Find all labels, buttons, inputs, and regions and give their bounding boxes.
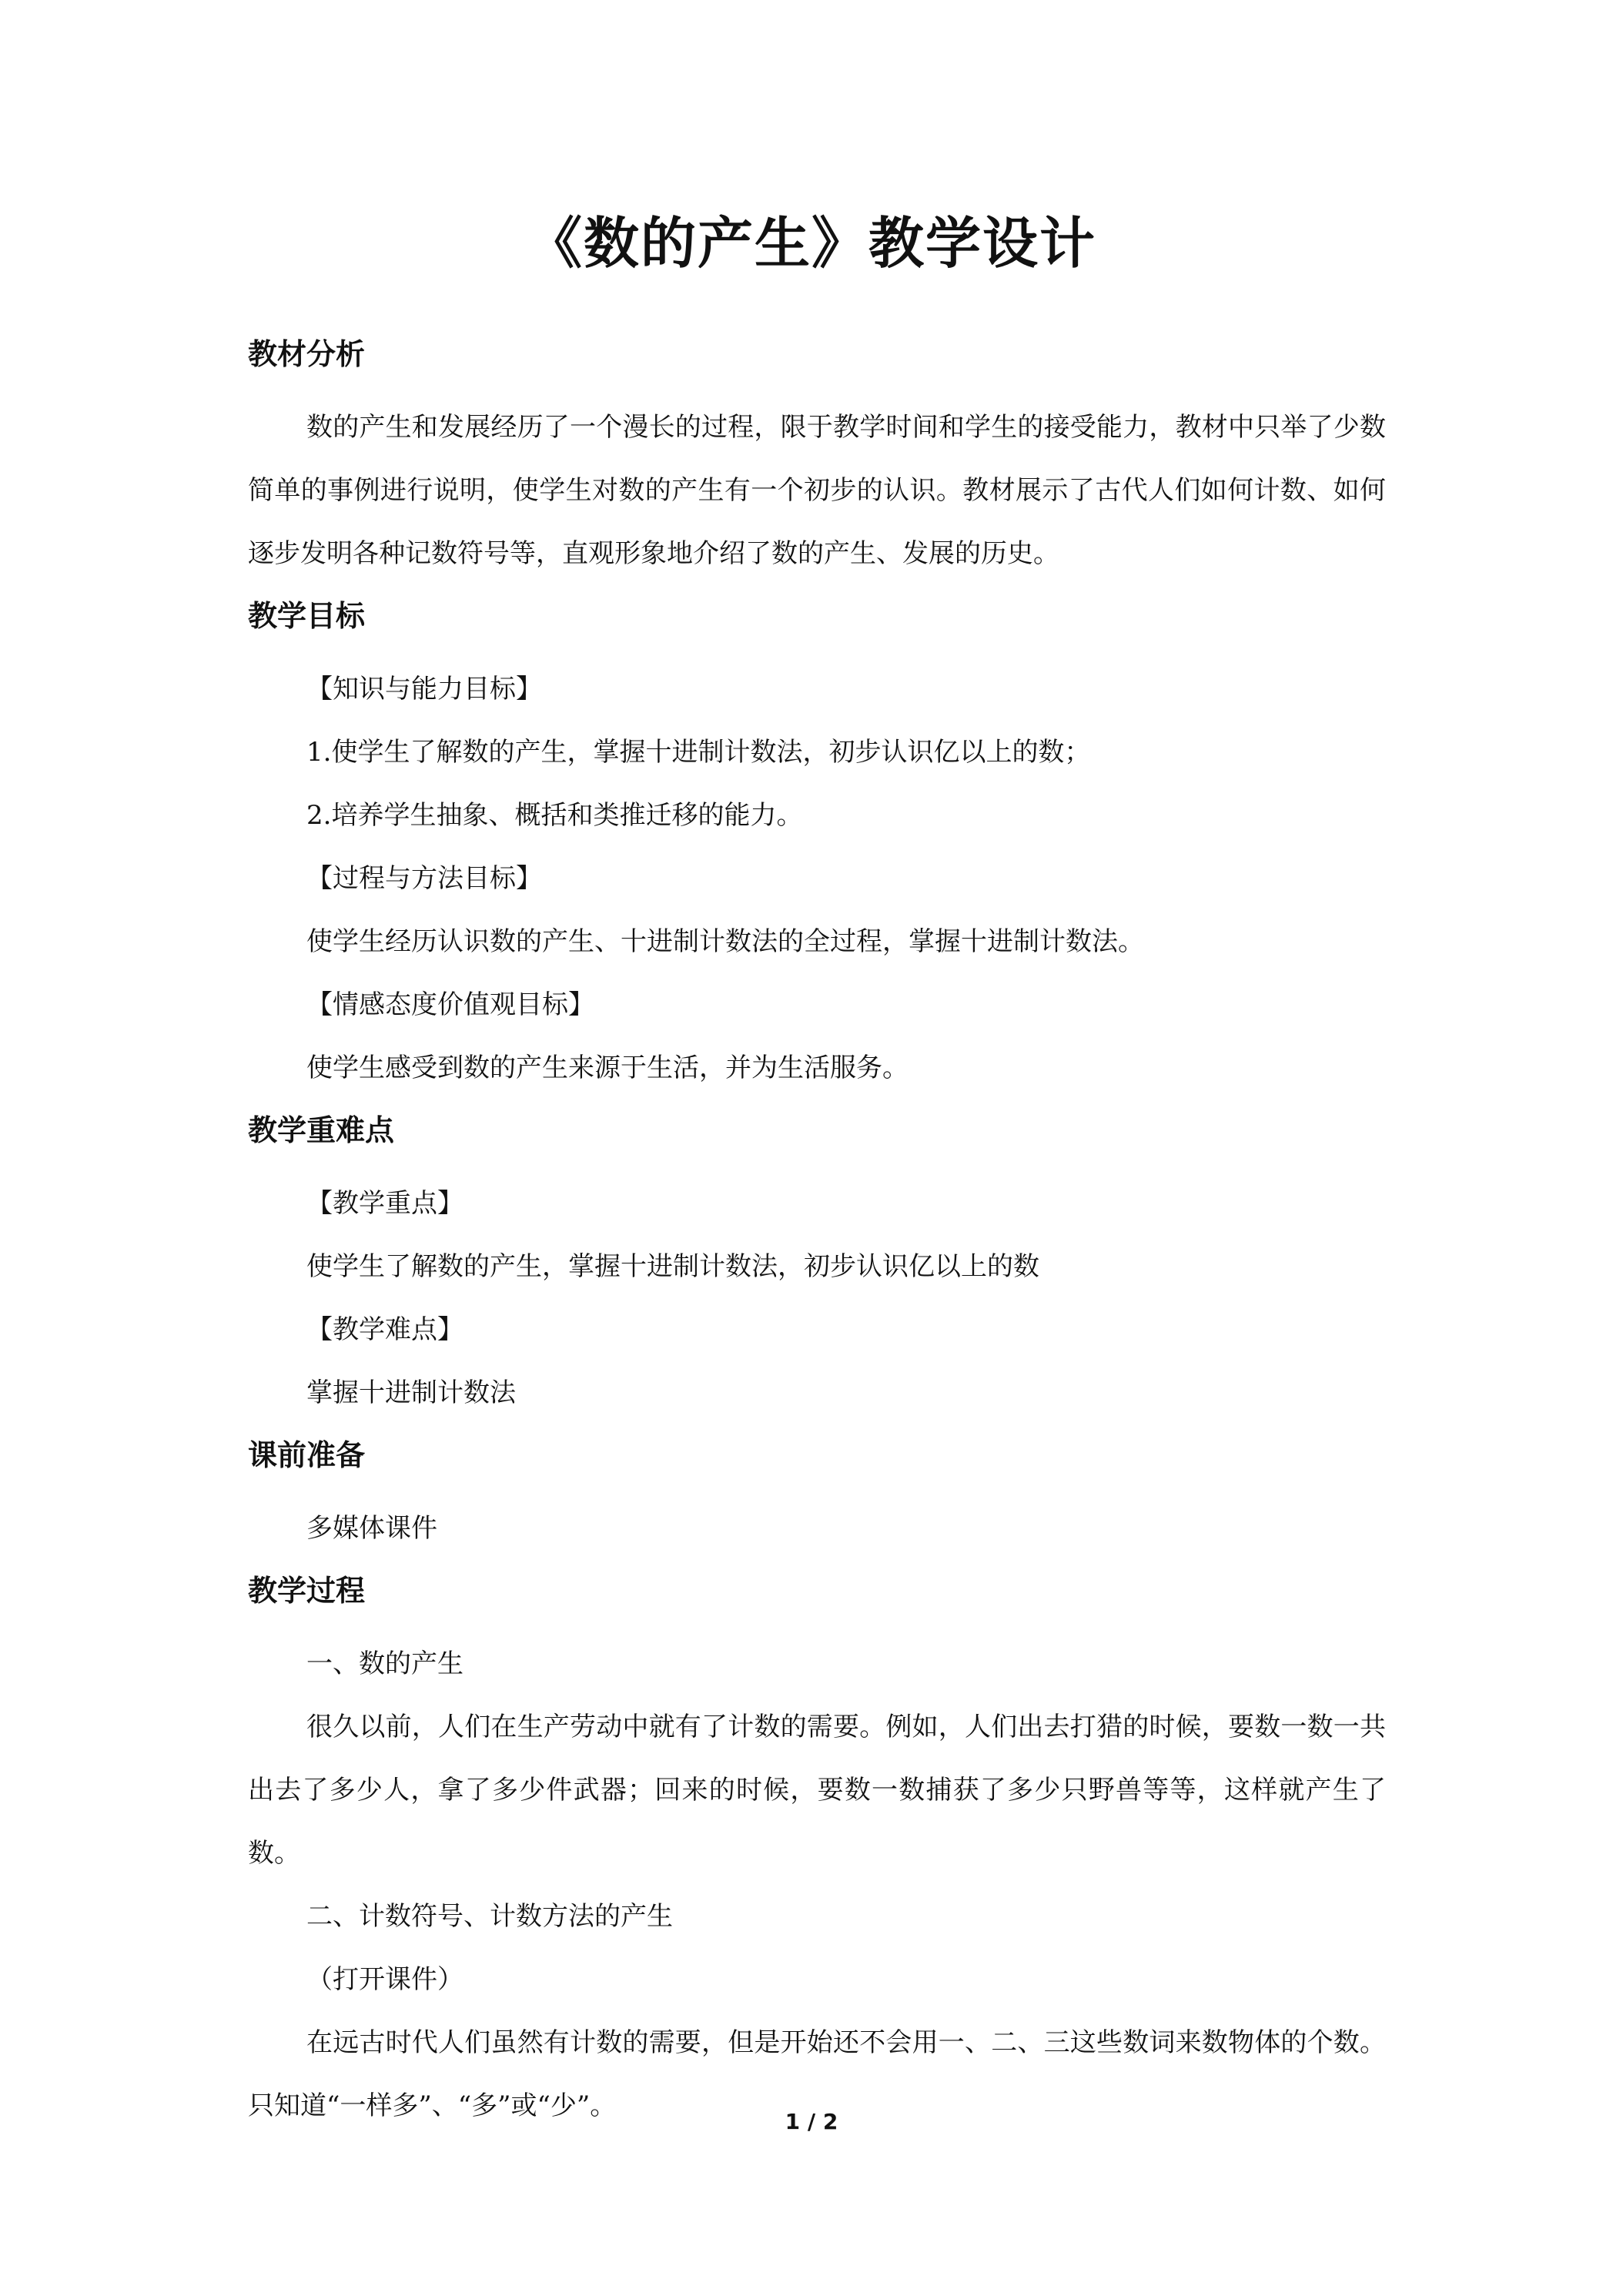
section-heading: 教材分析 [248, 337, 366, 371]
section-material-analysis [248, 333, 1386, 585]
paragraph: 使学生经历认识数的产生、十进制计数法的全过程，掌握十进制计数法。 [306, 926, 1144, 957]
section-teaching-process [248, 1569, 1386, 2137]
section-heading: 课前准备 [248, 1438, 366, 1472]
section-heading: 教学目标 [248, 599, 366, 633]
section-key-points [248, 1109, 1386, 1424]
paragraph: 数的产生和发展经历了一个漫长的过程，限于教学时间和学生的接受能力，教材中只举了少数简单的事例进行说明，使学生对数的产生有一个初步的认识。教材展示了古代人们如何计数、如何逐步发明各种记数符号等，直观形象地介绍了数的产生、发展的历史。 [248, 412, 1386, 569]
subheading-part-one: 一、数的产生 [306, 1648, 463, 1679]
subheading-teaching-difficulty: 【教学难点】 [306, 1314, 463, 1345]
subheading-knowledge-goals: 【知识与能力目标】 [306, 674, 542, 705]
paragraph: 在远古时代人们虽然有计数的需要，但是开始还不会用一、二、三这些数词来数物体的个数。只知道“一样多”、“多”或“少”。 [248, 2027, 1386, 2121]
subheading-teaching-focus: 【教学重点】 [306, 1188, 463, 1219]
paragraph: 多媒体课件 [306, 1513, 437, 1544]
list-item: 2.培养学生抽象、概括和类推迁移的能力。 [306, 800, 803, 831]
section-heading: 教学过程 [248, 1574, 366, 1608]
subheading-process-goals: 【过程与方法目标】 [306, 863, 542, 894]
subheading-part-two: 二、计数符号、计数方法的产生 [306, 1901, 673, 1932]
page-number: 1 / 2 [785, 2109, 838, 2134]
section-teaching-goals [248, 594, 1386, 1099]
paragraph: 掌握十进制计数法 [306, 1377, 516, 1408]
paragraph: 很久以前，人们在生产劳动中就有了计数的需要。例如，人们出去打猎的时候，要数一数一共出去了多少人，拿了多少件武器；回来的时候，要数一数捕获了多少只野兽等等，这样就产生了数。 [248, 1712, 1386, 1869]
paragraph: 使学生了解数的产生，掌握十进制计数法，初步认识亿以上的数 [306, 1251, 1039, 1282]
list-item: 1.使学生了解数的产生，掌握十进制计数法，初步认识亿以上的数； [306, 737, 1091, 768]
document-body [248, 333, 1386, 2147]
section-preparation [248, 1434, 1386, 1560]
section-heading: 教学重难点 [248, 1113, 395, 1147]
paragraph: 使学生感受到数的产生来源于生活，并为生活服务。 [306, 1053, 909, 1083]
document-title: 《数的产生》教学设计 [526, 211, 1096, 276]
note: （打开课件） [306, 1964, 463, 1995]
subheading-emotion-goals: 【情感态度价值观目标】 [306, 989, 594, 1020]
